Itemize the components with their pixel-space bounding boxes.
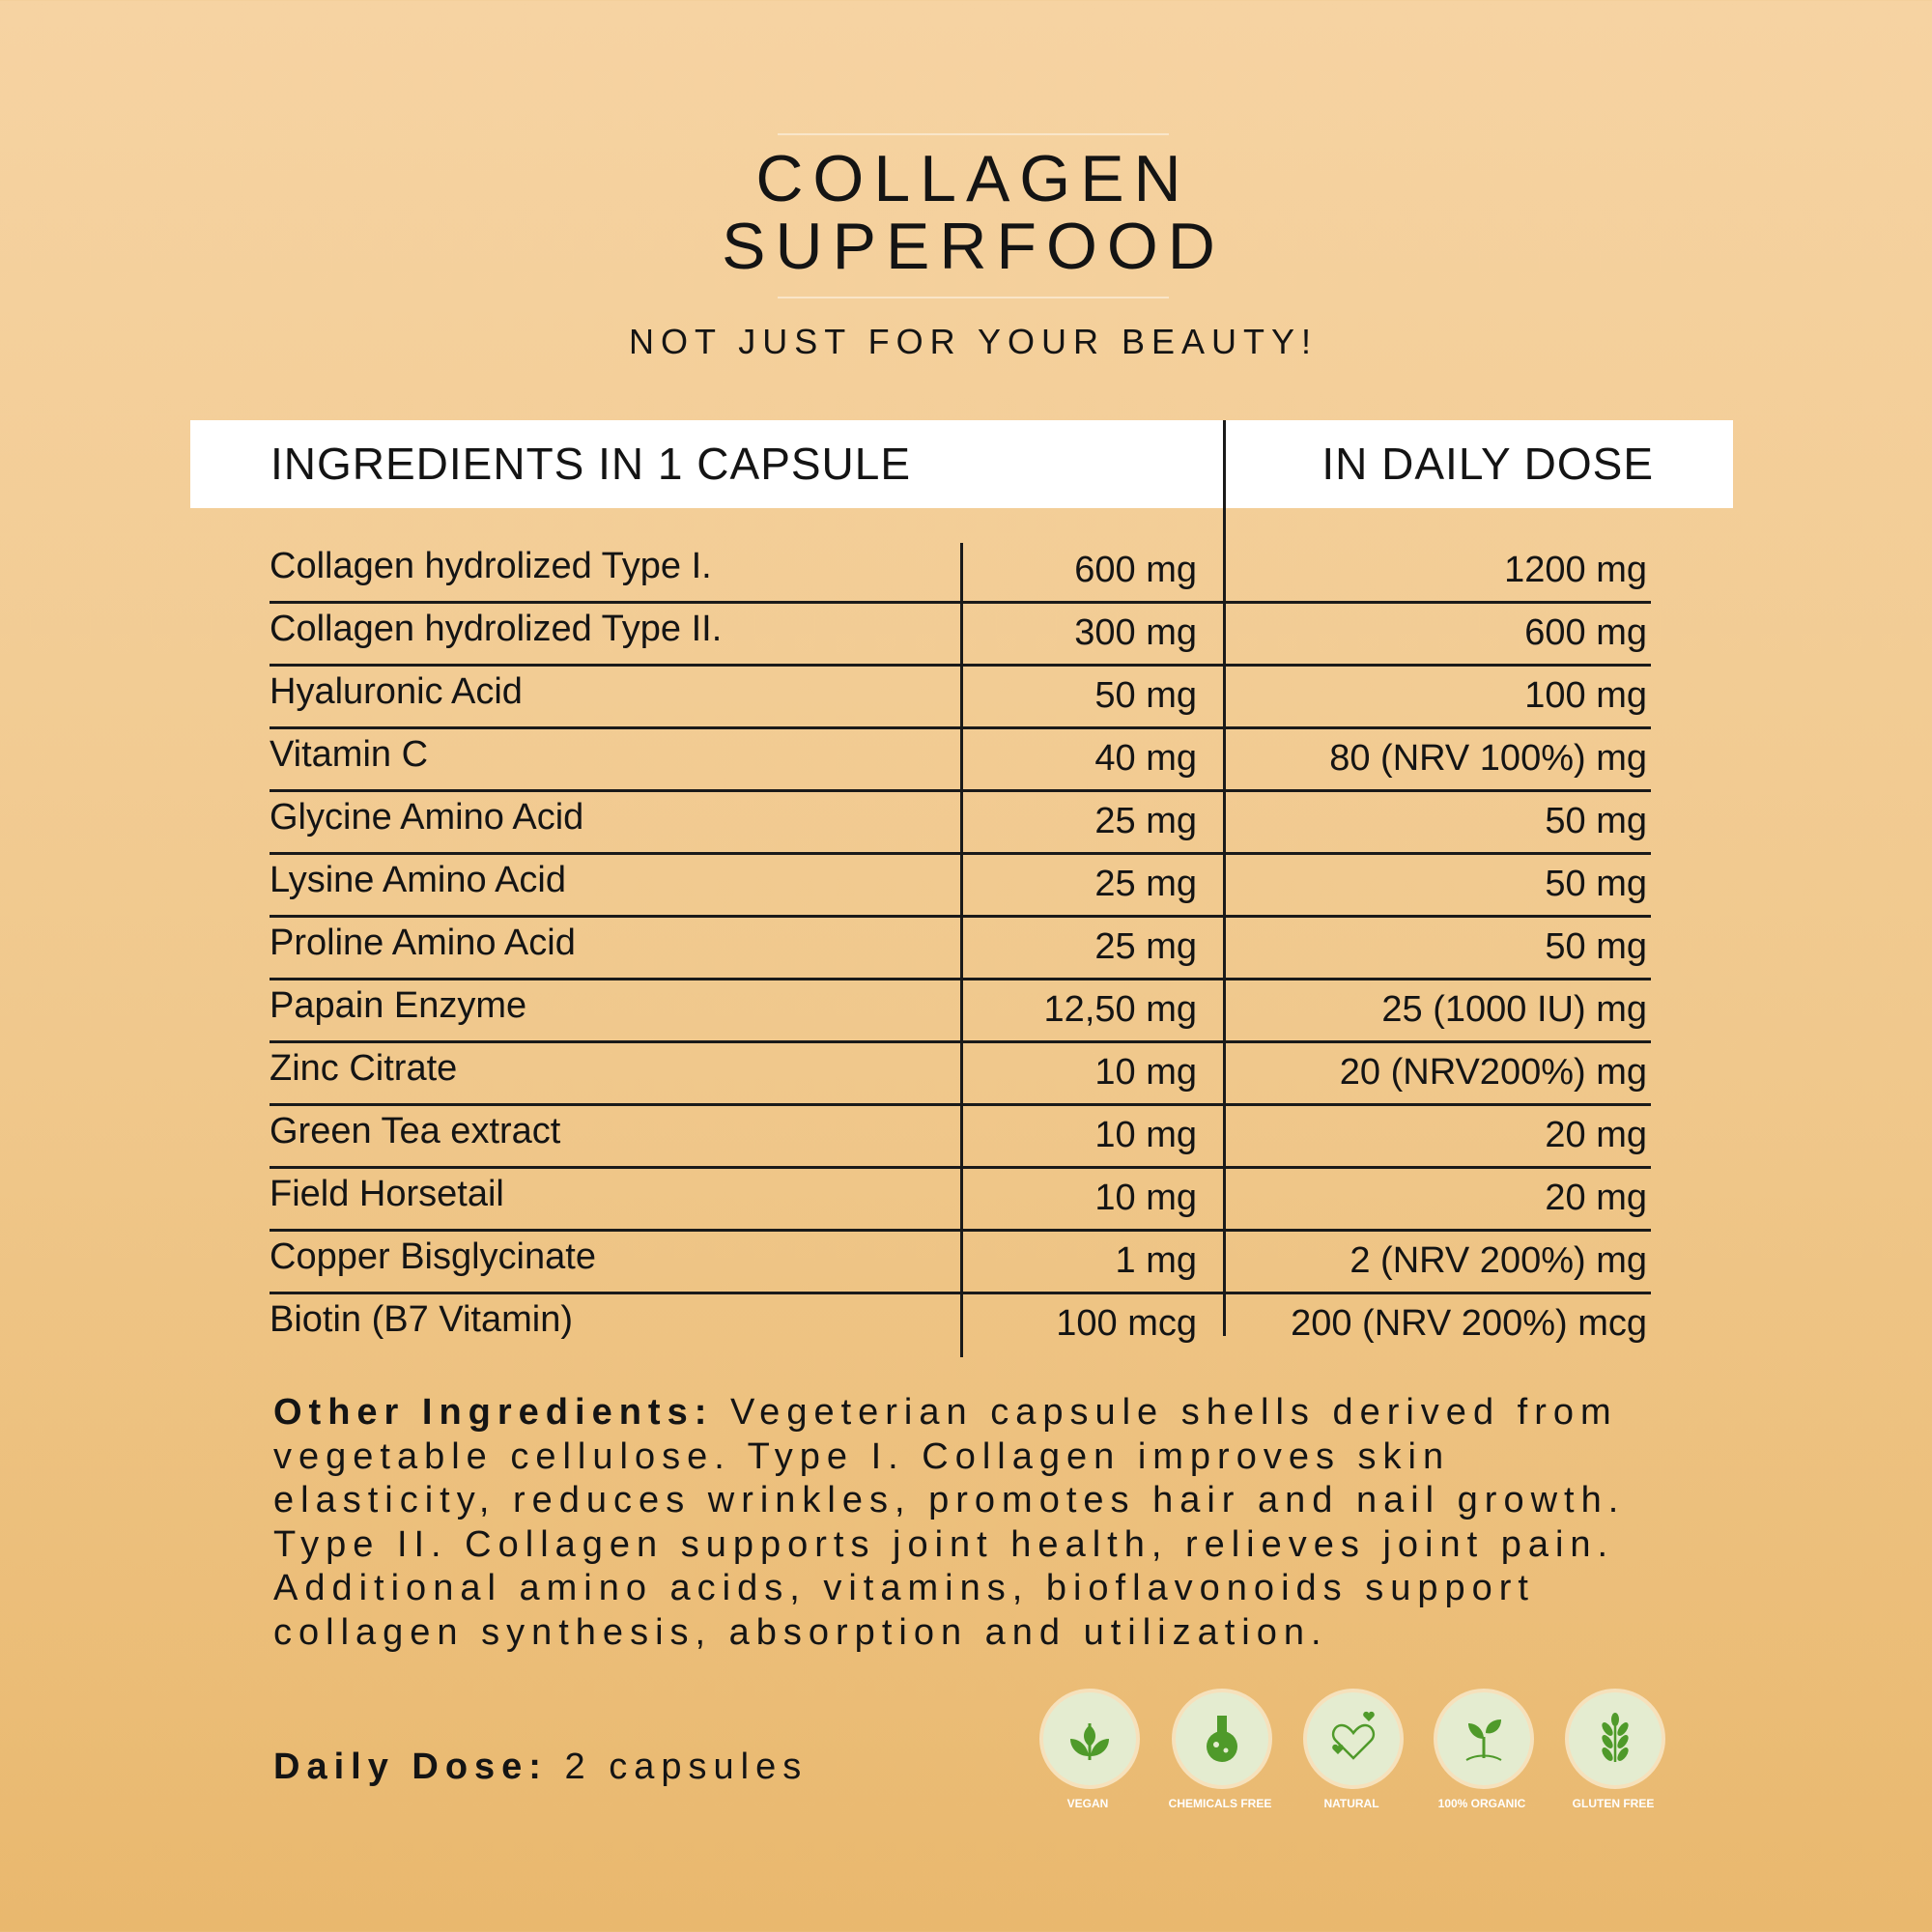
capsule-amount: 25 mg <box>1094 926 1197 967</box>
daily-dose <box>273 1747 808 1788</box>
badge-label: VEGAN <box>1066 1797 1109 1810</box>
table-row <box>270 1043 1651 1106</box>
table-row <box>270 1169 1651 1232</box>
capsule-amount: 25 mg <box>1094 864 1197 904</box>
subtitle: NOT JUST FOR YOUR BEAUTY! <box>628 322 1319 361</box>
row-divider <box>960 1043 963 1106</box>
badge-organic <box>1434 1689 1530 1810</box>
title-top-rule <box>778 133 1169 135</box>
capsule-amount: 600 mg <box>1074 550 1197 590</box>
table-row <box>270 729 1651 792</box>
ingredient-name: Lysine Amino Acid <box>270 860 566 900</box>
ingredients-table <box>270 541 1651 1357</box>
capsule-amount: 100 mcg <box>1056 1303 1197 1344</box>
badge-gluten-free <box>1565 1689 1662 1810</box>
table-row <box>270 1106 1651 1169</box>
other-ingredients-text: Vegeterian capsule shells derived from vegetable cellulose. Type I. Collagen improves skin elasticity, reduces wrinkles, promotes hair and nail growth. Type II. Collagen supports joint health, relieves joint pain. Additional amino acids, vitamins, bioflavonoids support collagen synthesis, absorption and utilization. <box>273 1392 1626 1653</box>
other-ingredients <box>273 1391 1645 1655</box>
capsule-amount: 10 mg <box>1094 1178 1197 1218</box>
badge-label: GLUTEN FREE <box>1572 1797 1655 1810</box>
row-divider <box>960 980 963 1043</box>
title-bottom-rule <box>778 297 1169 298</box>
daily-dose-label: Daily Dose: <box>273 1747 548 1787</box>
row-divider <box>960 729 963 792</box>
ingredient-name: Hyaluronic Acid <box>270 671 523 712</box>
capsule-amount: 10 mg <box>1094 1052 1197 1093</box>
other-ingredients-label: Other Ingredients: <box>273 1392 714 1433</box>
row-divider <box>960 918 963 980</box>
daily-amount: 50 mg <box>1545 801 1647 841</box>
row-divider <box>960 1232 963 1294</box>
badge-chemicals-free <box>1168 1689 1272 1810</box>
daily-amount: 20 mg <box>1545 1115 1647 1155</box>
daily-amount: 50 mg <box>1545 926 1647 967</box>
ingredient-name: Glycine Amino Acid <box>270 797 584 838</box>
title-line-1: COLLAGEN <box>755 142 1191 215</box>
row-divider <box>960 1169 963 1232</box>
header-daily-dose: IN DAILY DOSE <box>1321 439 1654 489</box>
capsule-amount: 10 mg <box>1094 1115 1197 1155</box>
badge-label: CHEMICALS FREE <box>1168 1797 1272 1810</box>
row-divider <box>960 1106 963 1169</box>
badge-label: NATURAL <box>1323 1797 1379 1810</box>
leaves-icon <box>1061 1710 1119 1768</box>
ingredient-name: Papain Enzyme <box>270 985 527 1026</box>
ingredient-name: Copper Bisglycinate <box>270 1236 596 1277</box>
table-row <box>270 667 1651 729</box>
ingredient-name: Field Horsetail <box>270 1174 504 1214</box>
sprout-icon <box>1455 1710 1513 1768</box>
capsule-amount: 12,50 mg <box>1043 989 1197 1030</box>
daily-amount: 600 mg <box>1524 612 1647 653</box>
hearts-icon <box>1324 1710 1382 1768</box>
row-divider <box>960 543 963 604</box>
table-row <box>270 980 1651 1043</box>
table-row <box>270 541 1651 604</box>
table-row <box>270 918 1651 980</box>
ingredient-name: Collagen hydrolized Type I. <box>270 546 712 586</box>
ingredient-name: Vitamin C <box>270 734 429 775</box>
title-line-2: SUPERFOOD <box>722 210 1225 283</box>
row-divider <box>960 1294 963 1357</box>
ingredient-name: Green Tea extract <box>270 1111 561 1151</box>
ingredient-name: Biotin (B7 Vitamin) <box>270 1299 573 1340</box>
table-row <box>270 604 1651 667</box>
capsule-amount: 1 mg <box>1115 1240 1197 1281</box>
daily-amount: 100 mg <box>1524 675 1647 716</box>
capsule-amount: 50 mg <box>1094 675 1197 716</box>
capsule-amount: 300 mg <box>1074 612 1197 653</box>
row-divider <box>960 792 963 855</box>
row-divider <box>960 667 963 729</box>
wheat-icon <box>1586 1710 1644 1768</box>
capsule-amount: 40 mg <box>1094 738 1197 779</box>
ingredient-name: Proline Amino Acid <box>270 923 576 963</box>
badge-vegan <box>1039 1689 1136 1810</box>
page-title <box>0 142 1932 283</box>
ingredient-name: Collagen hydrolized Type II. <box>270 609 723 649</box>
flask-icon <box>1193 1710 1251 1768</box>
badge-natural <box>1303 1689 1400 1810</box>
daily-amount: 1200 mg <box>1504 550 1647 590</box>
daily-amount: 20 mg <box>1545 1178 1647 1218</box>
daily-amount: 20 (NRV200%) mg <box>1339 1052 1647 1093</box>
daily-amount: 50 mg <box>1545 864 1647 904</box>
row-divider <box>960 855 963 918</box>
badge-label: 100% ORGANIC <box>1437 1797 1526 1810</box>
table-row <box>270 1232 1651 1294</box>
daily-dose-value: 2 capsules <box>564 1747 809 1787</box>
table-row <box>270 1294 1651 1357</box>
daily-amount: 80 (NRV 100%) mg <box>1329 738 1647 779</box>
ingredient-name: Zinc Citrate <box>270 1048 458 1089</box>
table-row <box>270 792 1651 855</box>
daily-amount: 2 (NRV 200%) mg <box>1350 1240 1647 1281</box>
table-row <box>270 855 1651 918</box>
daily-amount: 200 (NRV 200%) mcg <box>1291 1303 1647 1344</box>
table-header <box>190 420 1733 508</box>
daily-amount: 25 (1000 IU) mg <box>1381 989 1647 1030</box>
capsule-amount: 25 mg <box>1094 801 1197 841</box>
row-divider <box>960 604 963 667</box>
header-ingredients: INGREDIENTS IN 1 CAPSULE <box>270 439 912 489</box>
